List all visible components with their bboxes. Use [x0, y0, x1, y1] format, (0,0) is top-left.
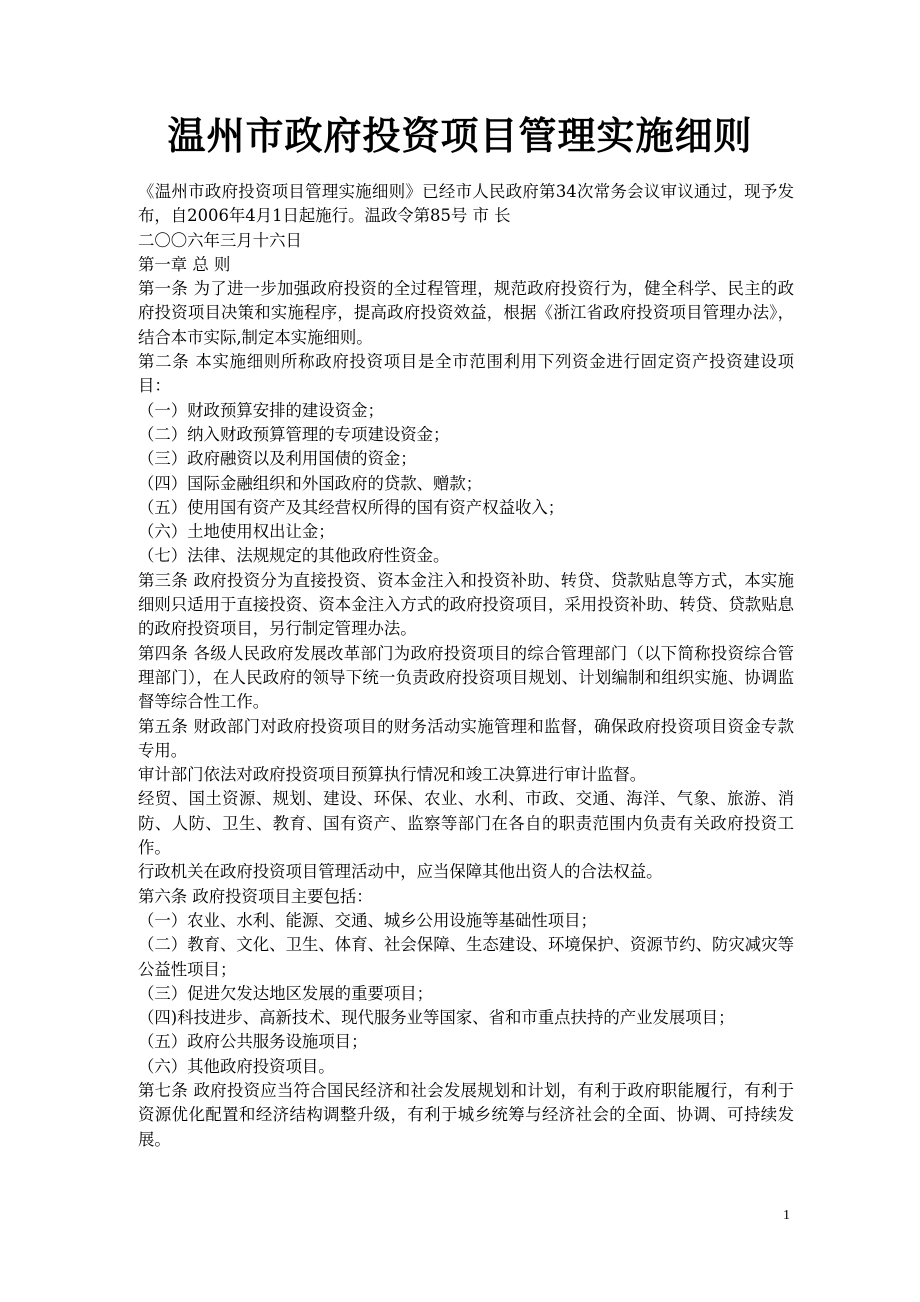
page-number: 1	[783, 1208, 790, 1223]
list-item: （一）农业、水利、能源、交通、城乡公用设施等基础性项目；	[138, 910, 597, 930]
list-item: （七）法律、法规规定的其他政府性资金。	[138, 546, 450, 566]
list-item: （二）教育、文化、卫生、体育、社会保障、生态建设、环境保护、资源节约、防灾减灾等公益性项目；	[138, 935, 794, 979]
article-1: 第一条 为了进一步加强政府投资的全过程管理，规范政府投资行为，健全科学、民主的政府投资项目决策和实施程序，提高政府投资效益，根据《浙江省政府投资项目管理办法》，结合本市实际,制定本实施细则。	[138, 279, 794, 347]
article-6: 第六条 政府投资项目主要包括：	[138, 886, 373, 906]
article-4: 第四条 各级人民政府发展改革部门为政府投资项目的综合管理部门（以下简称投资综合管理部门），在人民政府的领导下统一负责政府投资项目规划、计划编制和组织实施、协调监督等综合性工作。	[138, 643, 794, 712]
list-item: （六）土地使用权出让金；	[138, 522, 335, 542]
list-item: （三）政府融资以及利用国债的资金；	[138, 449, 417, 469]
list-item: （五）使用国有资产及其经营权所得的国有资产权益收入；	[138, 497, 565, 517]
body-paragraph: 审计部门依法对政府投资项目预算执行情况和竣工决算进行审计监督。	[138, 765, 647, 785]
list-item: （一）财政预算安排的建设资金；	[138, 400, 384, 420]
list-item: （四）国际金融组织和外国政府的贷款、赠款；	[138, 473, 483, 493]
article-7: 第七条 政府投资应当符合国民经济和社会发展规划和计划，有利于政府职能履行，有利于资源优化配置和经济结构调整升级，有利于城乡统筹与经济社会的全面、协调、可持续发展。	[138, 1080, 794, 1149]
document-title: 温州市政府投资项目管理实施细则	[167, 113, 753, 158]
body-paragraph: 经贸、国土资源、规划、建设、环保、农业、水利、市政、交通、海洋、气象、旅游、消防、人防、卫生、教育、国有资产、监察等部门在各自的职责范围内负责有关政府投资工作。	[138, 789, 794, 858]
document-body	[138, 180, 794, 1152]
list-item: （二）纳入财政预算管理的专项建设资金；	[138, 424, 450, 444]
intro-paragraph: 《温州市政府投资项目管理实施细则》已经市人民政府第34次常务会议审议通过，现予发布，自2006年4月1日起施行。温政令第85号 市 长	[138, 182, 794, 226]
chapter-heading: 第一章 总 则	[138, 254, 231, 274]
list-item: （四)科技进步、高新技术、现代服务业等国家、省和市重点扶持的产业发展项目；	[138, 1008, 735, 1028]
list-item: （五）政府公共服务设施项目；	[138, 1032, 368, 1052]
body-paragraph: 行政机关在政府投资项目管理活动中，应当保障其他出资人的合法权益。	[138, 862, 663, 882]
list-item: （三）促进欠发达地区发展的重要项目；	[138, 983, 434, 1003]
issue-date: 二〇〇六年三月十六日	[138, 230, 302, 250]
article-5: 第五条 财政部门对政府投资项目的财务活动实施管理和监督，确保政府投资项目资金专款专用。	[138, 716, 794, 760]
article-2: 第二条 本实施细则所称政府投资项目是全市范围利用下列资金进行固定资产投资建设项目：	[138, 352, 794, 396]
list-item: （六）其他政府投资项目。	[138, 1056, 335, 1076]
article-3: 第三条 政府投资分为直接投资、资本金注入和投资补助、转贷、贷款贴息等方式，本实施细则只适用于直接投资、资本金注入方式的政府投资项目，采用投资补助、转贷、贷款贴息的政府投资项目，另行制定管理办法。	[138, 570, 794, 639]
